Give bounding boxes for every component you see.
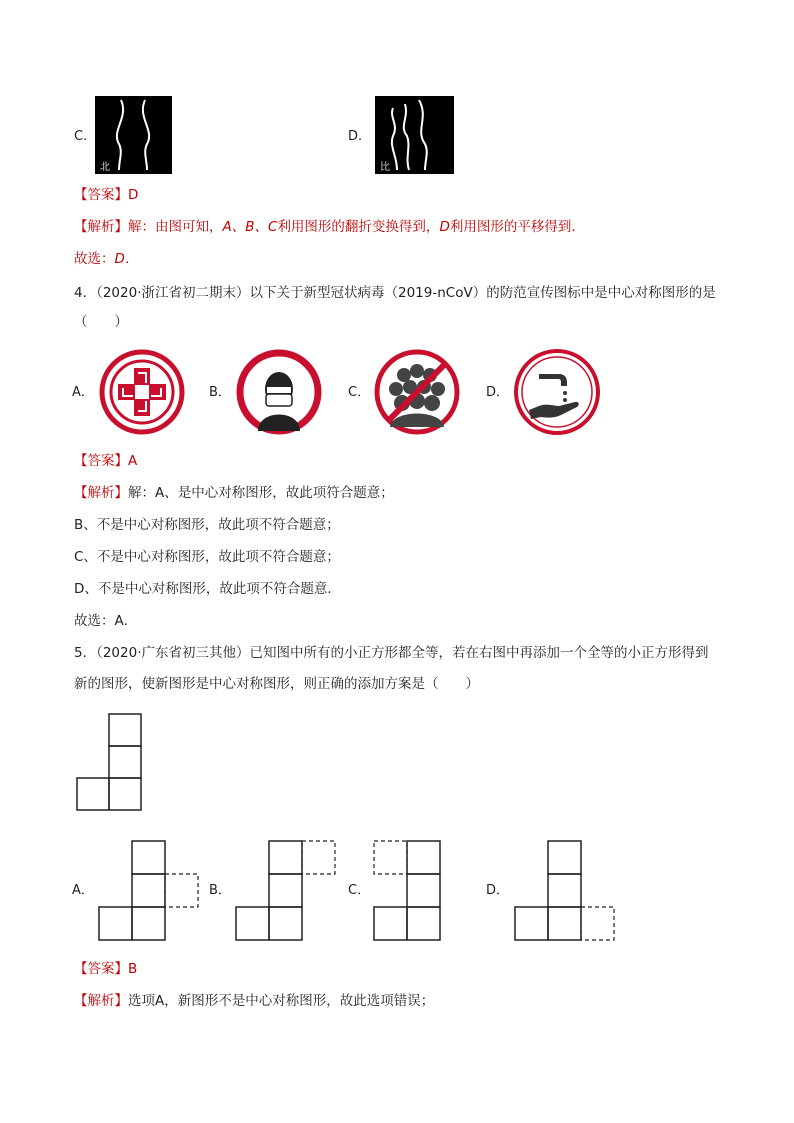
explanation-line: D、不是中心对称图形，故此项不符合题意． (74, 581, 341, 597)
option-c-label: C. (74, 129, 88, 144)
answer-value: B (128, 961, 138, 977)
question-5-stem: 5．（2020·广东省初三其他）已知图中所有的小正方形都全等，若在右图中再添加一个全等的小正方形得到 (74, 645, 709, 661)
answer-value: A (128, 453, 138, 469)
option-b-label: B． (209, 883, 231, 898)
choose-line: 故选：A． (74, 613, 138, 629)
option-b-figure (235, 840, 337, 940)
explanation-label: 【解析】 (74, 219, 128, 235)
question-5-stem-cont: 新的图形，使新图形是中心对称图形，则正确的添加方案是（ ） (74, 676, 479, 692)
explanation-line: 【解析】解：A、是中心对称图形，故此项符合题意； (74, 485, 394, 501)
image-caption: 比 (380, 162, 390, 173)
answer-label: 【答案】 (74, 453, 128, 469)
question-4-stem-blank: （ ） (74, 314, 128, 330)
choose-line: 故选：D． (74, 251, 139, 267)
answer-value: D (128, 187, 139, 203)
original-squares-figure (76, 713, 142, 811)
explanation-line: 【解析】选项A，新图形不是中心对称图形，故此选项错误； (74, 993, 435, 1009)
hand-washing-icon (513, 348, 601, 436)
question-4-stem: 4．（2020·浙江省初二期末）以下关于新型冠状病毒（2019-nCoV）的防范宣传图标中是中心对称图形的是 (74, 285, 716, 301)
option-b-label: B． (209, 385, 231, 400)
explanation-line: B、不是中心对称图形，故此项不符合题意； (74, 517, 340, 533)
explanation-label: 【解析】 (74, 993, 128, 1009)
answer-line (74, 960, 137, 978)
answer-label: 【答案】 (74, 961, 128, 977)
explanation-line: 【解析】解：由图可知，A、B、C利用图形的翻折变换得到，D利用图形的平移得到． (74, 219, 585, 235)
option-d-label: D． (486, 883, 510, 898)
answer-line (74, 452, 137, 470)
explanation-line: C、不是中心对称图形，故此项不符合题意； (74, 549, 340, 565)
mask-face-icon (236, 349, 322, 435)
no-crowd-icon (374, 349, 460, 435)
option-d-figure (514, 840, 616, 940)
option-d-label: D. (348, 129, 363, 144)
option-a-figure (98, 840, 200, 940)
option-c-figure (373, 840, 475, 940)
red-cross-icon (99, 349, 185, 435)
option-a-label: A． (72, 385, 94, 400)
option-d-label: D． (486, 385, 510, 400)
option-c-label: C． (348, 883, 371, 898)
explanation-label: 【解析】 (74, 485, 128, 501)
option-d-image (375, 96, 454, 174)
option-a-label: A． (72, 883, 94, 898)
image-caption: 北 (100, 162, 110, 173)
answer-label: 【答案】 (74, 187, 128, 203)
answer-line (74, 186, 138, 204)
option-c-label: C． (348, 385, 371, 400)
option-c-image (95, 96, 172, 174)
